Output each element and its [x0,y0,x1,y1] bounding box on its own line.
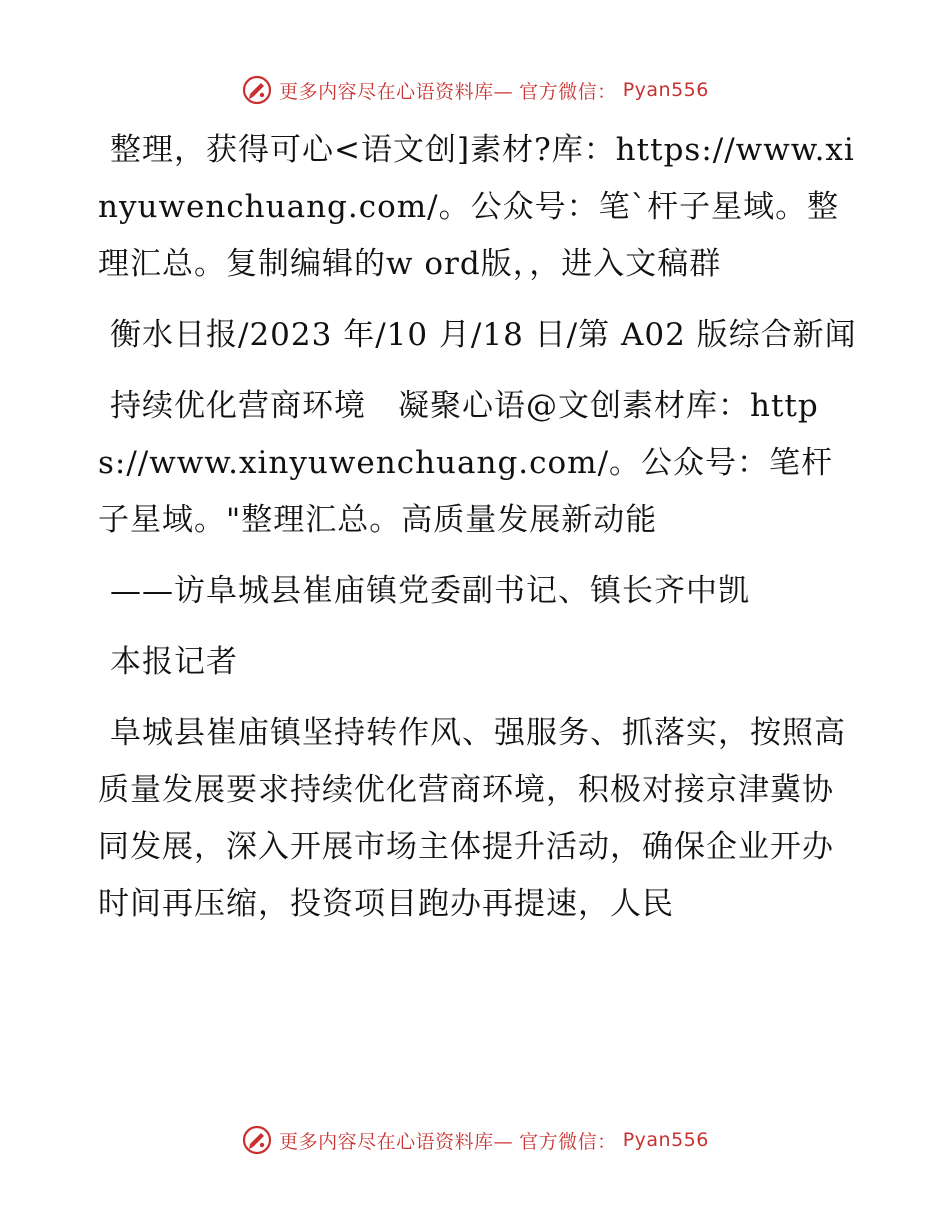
watermark-banner-bottom [0,1120,950,1160]
watermark-banner-top [0,70,950,110]
seal-logo-icon [241,1124,273,1156]
seal-logo-icon [241,74,273,106]
article-headline: 持续优化营商环境 凝聚心语@文创素材库：https://www.xinyuwenchuang.com/。公众号：笔杆子星域。"整理汇总。高质量发展新动能 [98,388,834,538]
intro-paragraph: 整理，获得可心<语文创]素材?库：https://www.xinyuwenchuang.com/。公众号：笔`杆子星域。整理汇总。复制编辑的w ord版，，进入文稿群 [98,132,855,282]
body-paragraph: 阜城县崔庙镇坚持转作风、强服务、抓落实，按照高质量发展要求持续优化营商环境，积极对接京津冀协同发展，深入开展市场主体提升活动，确保企业开办时间再压缩，投资项目跑办再提速，人民 [98,715,846,922]
watermark-text: 更多内容尽在心语资料库— [279,1130,514,1153]
watermark-wechat-label: 官方微信： [519,1130,617,1153]
watermark-wechat-id: Pyan556 [622,79,709,101]
watermark-text: 更多内容尽在心语资料库— [279,80,514,103]
watermark-wechat-id: Pyan556 [622,1129,709,1151]
source-line: 衡水日报/2023 年/10 月/18 日/第 A02 版综合新闻 [110,317,857,353]
article-body [98,122,858,947]
article-subheadline: ——访阜城县崔庙镇党委副书记、镇长齐中凯 [110,573,750,609]
byline: 本报记者 [110,644,238,680]
watermark-wechat-label: 官方微信： [519,80,617,103]
